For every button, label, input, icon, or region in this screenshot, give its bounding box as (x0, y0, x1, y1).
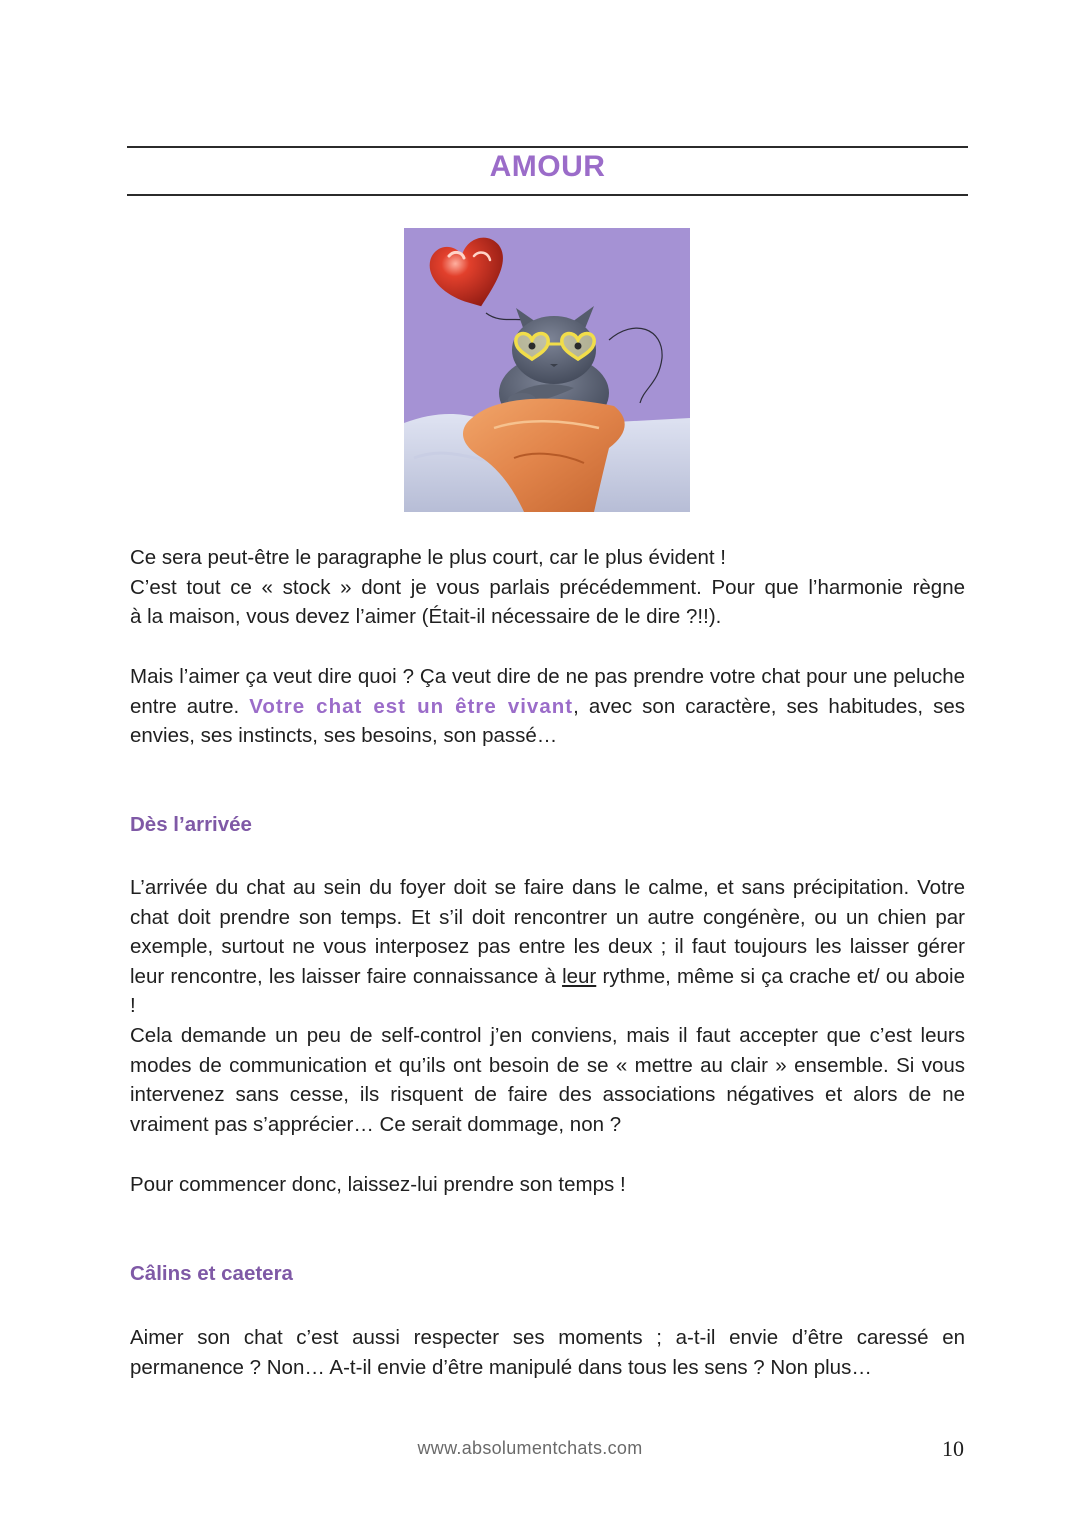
paragraph-text: Cela demande un peu de self-control j’en conviens, mais il faut accepter que c’est leurs modes de communication et qu’ils ont besoin de se « mettre au clair » ensemble. Si vous intervenez sans cesse, ils risquent de faire des associations négatives et alors de ne vraiment pas s’apprécier… Ce serait dommage, non ? (130, 1023, 965, 1136)
calins-paragraph (130, 1323, 965, 1382)
conclusion-paragraph (130, 1170, 965, 1200)
title-top-rule (127, 146, 968, 148)
footer-website: www.absolumentchats.com (417, 1438, 643, 1458)
page-title: AMOUR (489, 150, 606, 183)
paragraph-text: rythme, même si ça crache et/ ou aboie ! (130, 964, 965, 1018)
paragraph-text: Aimer son chat c’est aussi respecter ses moments ; a-t-il envie d’être caressé en permanence ? Non… A-t-il envie d’être manipulé dans tous les sens ? Non plus… (130, 1326, 965, 1379)
paragraph-text: L’arrivée du chat au sein du foyer doit se faire dans le calme, et sans précipitation. Votre chat doit prendre son temps. Et s’il doit rencontrer un autre congénère, ou un chien par exemple, surtout ne vous interposez pas entre les deux ; il faut toujours les laisser gérer leur rencontre, les laisser faire connaissance à (130, 876, 965, 988)
paragraph-text: Mais l’aimer ça veut dire quoi ? Ça veut dire de ne pas prendre votre chat pour une peluche entre autre. (130, 665, 965, 718)
section-heading-calins: Câlins et caetera (130, 1262, 293, 1285)
intro-paragraph (130, 543, 965, 632)
intro-line: à la maison, vous devez l’aimer (Était-il nécessaire de le dire ?!!). (130, 605, 722, 629)
arrivee-paragraph (130, 873, 965, 1139)
love-definition-paragraph (130, 662, 965, 751)
underlined-word: leur (562, 964, 597, 988)
intro-line: Ce sera peut-être le paragraphe le plus court, car le plus évident ! (130, 546, 726, 569)
section-heading-arrivee: Dès l’arrivée (130, 813, 252, 836)
paragraph-text: Pour commencer donc, laissez-lui prendre son temps ! (130, 1173, 626, 1196)
page-number: 10 (942, 1436, 964, 1461)
intro-line: C’est tout ce « stock » dont je vous parlais précédemment. Pour que l’harmonie règne (130, 575, 965, 599)
paragraph-text: , avec son caractère, ses habitudes, ses envies, ses instincts, ses besoins, son passé… (130, 694, 965, 748)
cat-with-heart-balloon-icon (404, 228, 690, 512)
highlighted-phrase: Votre chat est un être vivant (249, 694, 574, 718)
title-bottom-rule (127, 194, 968, 196)
